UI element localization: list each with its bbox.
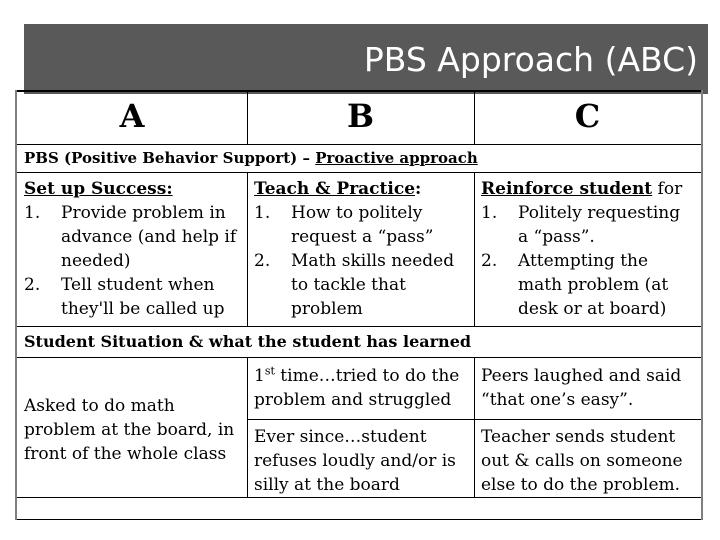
letter-b: B [346,97,375,135]
list-item-line: desk or at board) [518,299,667,319]
list-item-line: a “pass”. [518,227,595,247]
pbs-header-prefix: PBS (Positive Behavior Support) – [24,149,316,167]
pbs-header [24,148,478,168]
list-item-line: advance (and help if [61,227,237,247]
grid-line [17,90,701,92]
right-frame [701,90,703,520]
list-item-number: 1. [254,203,271,223]
col-a-list [24,201,236,321]
list-item-line: Math skills needed [291,251,455,271]
first-time-number: 1 [254,366,265,386]
col-c-heading-text: Reinforce student [481,179,653,199]
situation-line: problem at the board, in [24,420,235,440]
list-item-line: How to politely [291,203,423,223]
list-item-line: Provide problem in [61,203,226,223]
col-b-heading-text: Teach & Practice [254,179,416,199]
situation-line: Asked to do math [24,396,175,416]
list-item-line: they'll be called up [61,299,225,319]
grid-line [474,357,475,497]
peers-text [481,364,681,412]
list-item [481,201,680,249]
col-c-heading-suffix: for [652,179,683,199]
grid-line [247,357,248,497]
list-item-number: 2. [254,251,271,271]
grid-line [17,172,701,173]
situation-header: Student Situation & what the student has learned [24,332,472,351]
grid-line [247,172,248,326]
list-item-number: 1. [481,203,498,223]
list-item-line: problem [291,299,363,319]
first-time-text [254,364,459,412]
pbs-header-link: Proactive approach [315,149,478,167]
first-time-rest: time…tried to do the [274,366,460,386]
first-time-superscript: st [264,364,275,378]
teacher-line: out & calls on someone [481,451,683,471]
col-b-list [254,201,454,321]
grid-line [474,172,475,326]
grid-line [17,144,701,145]
ever-since-line: Ever since…student [254,427,427,447]
list-item-line: Attempting the [518,251,649,271]
first-time-line [254,364,459,388]
letter-c: C [574,97,601,135]
list-item-line: math problem (at [518,275,669,295]
teacher-line: else to do the problem. [481,475,681,495]
grid-line [17,357,701,358]
ever-since-text [254,425,456,497]
list-item-number: 2. [24,275,41,295]
list-item-number: 2. [481,251,498,271]
letter-a: A [119,97,145,135]
ever-since-line: silly at the board [254,475,400,495]
grid-line [17,326,701,327]
teacher-text [481,425,683,497]
list-item [481,249,680,321]
list-item-line: Tell student when [61,275,215,295]
list-item-line: Politely requesting [518,203,681,223]
peers-line: “that one’s easy”. [481,390,634,410]
grid-line [17,497,701,498]
list-item [24,201,236,273]
list-item [24,273,236,321]
col-c-heading [481,177,682,201]
col-b-heading [254,177,421,201]
list-item-line: needed) [61,251,131,271]
teacher-line: Teacher sends student [481,427,676,447]
first-time-line: problem and struggled [254,390,452,410]
ever-since-line: refuses loudly and/or is [254,451,456,471]
left-frame [15,90,17,520]
title-bar [24,24,708,94]
slide-title: PBS Approach (ABC) [363,40,698,79]
peers-line: Peers laughed and said [481,366,682,386]
col-a-heading: Set up Success: [24,179,173,199]
list-item-line: request a “pass” [291,227,434,247]
list-item-line: to tackle that [291,275,406,295]
col-c-list [481,201,680,321]
list-item [254,201,454,249]
list-item-number: 1. [24,203,41,223]
col-b-heading-suffix: : [415,179,422,199]
situation-line: front of the whole class [24,444,227,464]
list-item [254,249,454,321]
situation-text [24,394,234,466]
grid-line [17,519,701,520]
